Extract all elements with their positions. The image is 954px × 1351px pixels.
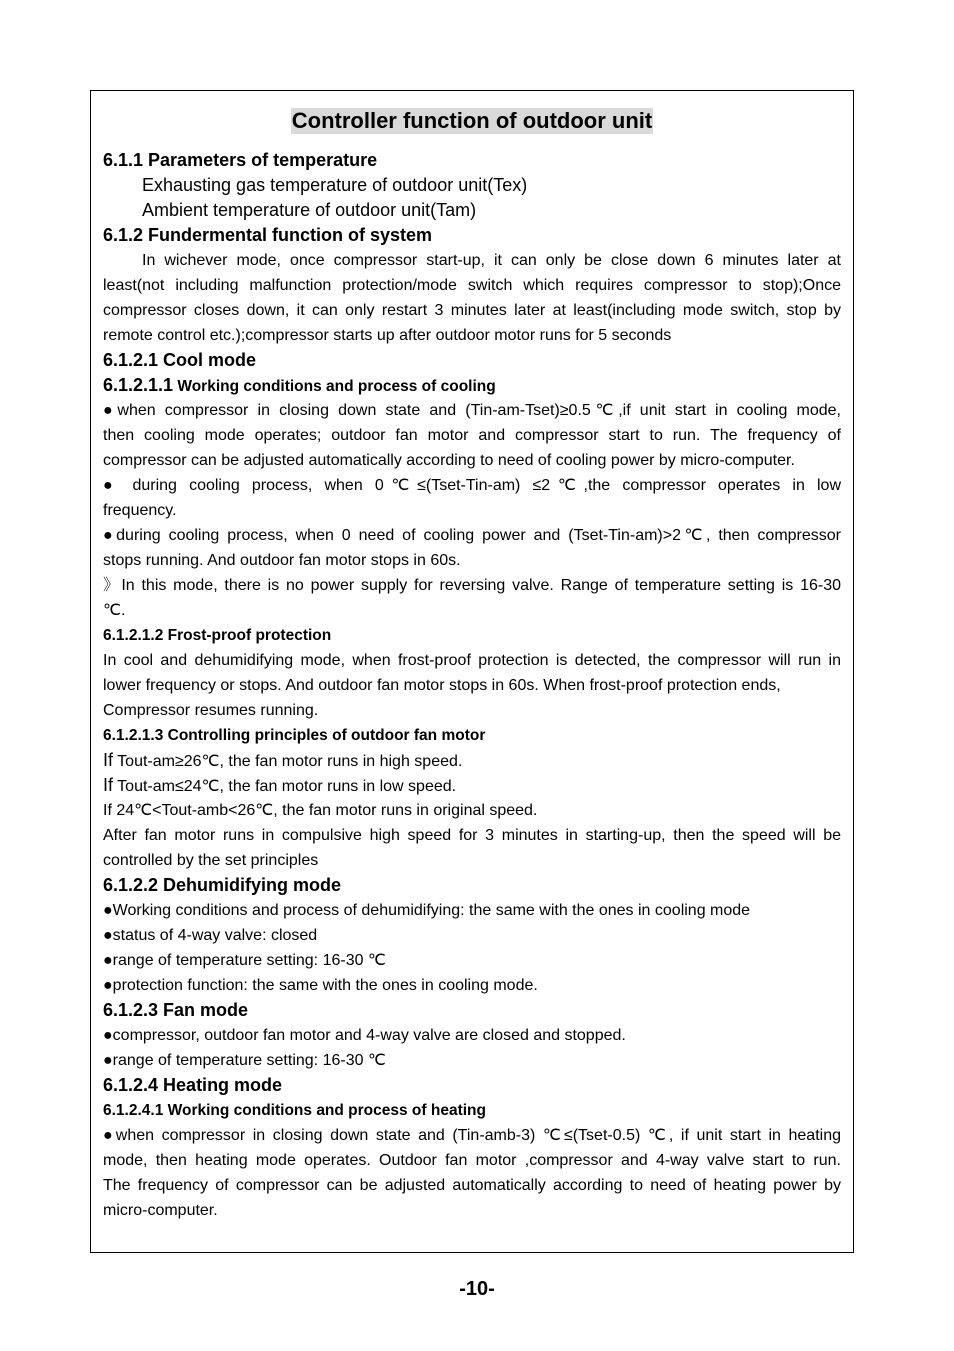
- title-wrap: [91, 108, 853, 134]
- paragraph-line: compressor closes down, it can only restart 3 minutes later at least(including mode switch, stop by: [103, 302, 841, 319]
- paragraph-line: lower frequency or stops. And outdoor fan motor stops in 60s. When frost-proof protection ends,: [103, 677, 781, 694]
- paragraph-line: least(not including malfunction protection/mode switch which requires compressor to stop);Once: [103, 277, 841, 294]
- bullet-line: ●Working conditions and process of dehumidifying: the same with the ones in cooling mode: [103, 902, 751, 919]
- heading-frost-proof-protection: 6.1.2.1.2 Frost-proof protection: [103, 627, 332, 644]
- bullet-line: ●range of temperature setting: 16-30 ℃: [103, 952, 386, 969]
- bullet-line: ●range of temperature setting: 16-30 ℃: [103, 1052, 386, 1069]
- condition-line: [103, 748, 841, 773]
- paragraph-line: stops running. And outdoor fan motor stops in 60s.: [103, 552, 461, 569]
- paragraph-line: micro-computer.: [103, 1202, 218, 1219]
- heading-dehumidifying-mode: 6.1.2.2 Dehumidifying mode: [103, 875, 342, 895]
- heading-number: 6.1.2.1.1: [103, 375, 174, 395]
- bullet-line: ●protection function: the same with the ones in cooling mode.: [103, 977, 538, 994]
- bullet-line: ●during cooling process, when 0 need of cooling power and (Tset-Tin-am)>2℃, then compressor: [103, 527, 841, 544]
- condition-text: Tout-am≥26℃, the fan motor runs in high speed.: [113, 753, 463, 770]
- note-line: 》In this mode, there is no power supply for reversing valve. Range of temperature setting is 16-30: [103, 577, 841, 594]
- paragraph-line: then cooling mode operates; outdoor fan motor and compressor start to run. The frequency of: [103, 427, 841, 444]
- paragraph-line: frequency.: [103, 502, 177, 519]
- paragraph-line: controlled by the set principles: [103, 852, 319, 869]
- heading-fan-mode: 6.1.2.3 Fan mode: [103, 1000, 249, 1020]
- paragraph-line: remote control etc.);compressor starts up after outdoor motor runs for 5 seconds: [103, 327, 672, 344]
- heading-fan-motor-principles: 6.1.2.1.3 Controlling principles of outdoor fan motor: [103, 727, 486, 744]
- paragraph-line: Compressor resumes running.: [103, 702, 319, 719]
- paragraph-line: In wichever mode, once compressor start-up, it can only be close down 6 minutes later at: [142, 252, 841, 269]
- paragraph-line: ℃.: [103, 602, 126, 619]
- bullet-line: ●status of 4-way valve: closed: [103, 927, 318, 944]
- bullet-line: ● during cooling process, when 0℃≤(Tset-Tin-am) ≤2℃,the compressor operates in low: [103, 477, 841, 494]
- bullet-line: ●compressor, outdoor fan motor and 4-way valve are closed and stopped.: [103, 1027, 626, 1044]
- condition-line: [103, 773, 841, 798]
- heading-text: Working conditions and process of cooling: [173, 378, 496, 395]
- heading-parameters-of-temperature: 6.1.1 Parameters of temperature: [103, 150, 378, 170]
- content-frame: [90, 90, 854, 1253]
- heading-heating-conditions: 6.1.2.4.1 Working conditions and process of heating: [103, 1102, 486, 1119]
- parameter-item: Ambient temperature of outdoor unit(Tam): [142, 200, 477, 220]
- heading-cooling-conditions: [103, 373, 841, 398]
- paragraph-line: The frequency of compressor can be adjusted automatically according to need of heating power by: [103, 1177, 841, 1194]
- bullet-line: ●when compressor in closing down state and (Tin-amb-3) ℃≤(Tset-0.5) ℃, if unit start in heating: [103, 1127, 841, 1144]
- page-title: Controller function of outdoor unit: [291, 108, 653, 133]
- if-word: If: [103, 775, 114, 795]
- paragraph-line: compressor can be adjusted automatically according to need of cooling power by micro-computer.: [103, 452, 795, 469]
- bullet-line: ●when compressor in closing down state and (Tin-am-Tset)≥0.5℃,if unit start in cooling mode,: [103, 402, 841, 419]
- paragraph-line: In cool and dehumidifying mode, when frost-proof protection is detected, the compressor will run in: [103, 652, 841, 669]
- condition-line: If 24℃<Tout-amb<26℃, the fan motor runs in original speed.: [103, 802, 538, 819]
- heading-fundamental-function: 6.1.2 Fundermental function of system: [103, 225, 433, 245]
- document-body: [103, 148, 841, 1223]
- condition-text: Tout-am≤24℃, the fan motor runs in low speed.: [113, 778, 457, 795]
- paragraph-line: mode, then heating mode operates. Outdoor fan motor ,compressor and 4-way valve start to run.: [103, 1152, 841, 1169]
- page-number: -10-: [459, 1278, 495, 1300]
- paragraph-line: After fan motor runs in compulsive high speed for 3 minutes in starting-up, then the speed will be: [103, 827, 841, 844]
- heading-heating-mode: 6.1.2.4 Heating mode: [103, 1075, 283, 1095]
- parameter-item: Exhausting gas temperature of outdoor unit(Tex): [142, 175, 528, 195]
- heading-cool-mode: 6.1.2.1 Cool mode: [103, 350, 257, 370]
- if-word: If: [103, 750, 114, 770]
